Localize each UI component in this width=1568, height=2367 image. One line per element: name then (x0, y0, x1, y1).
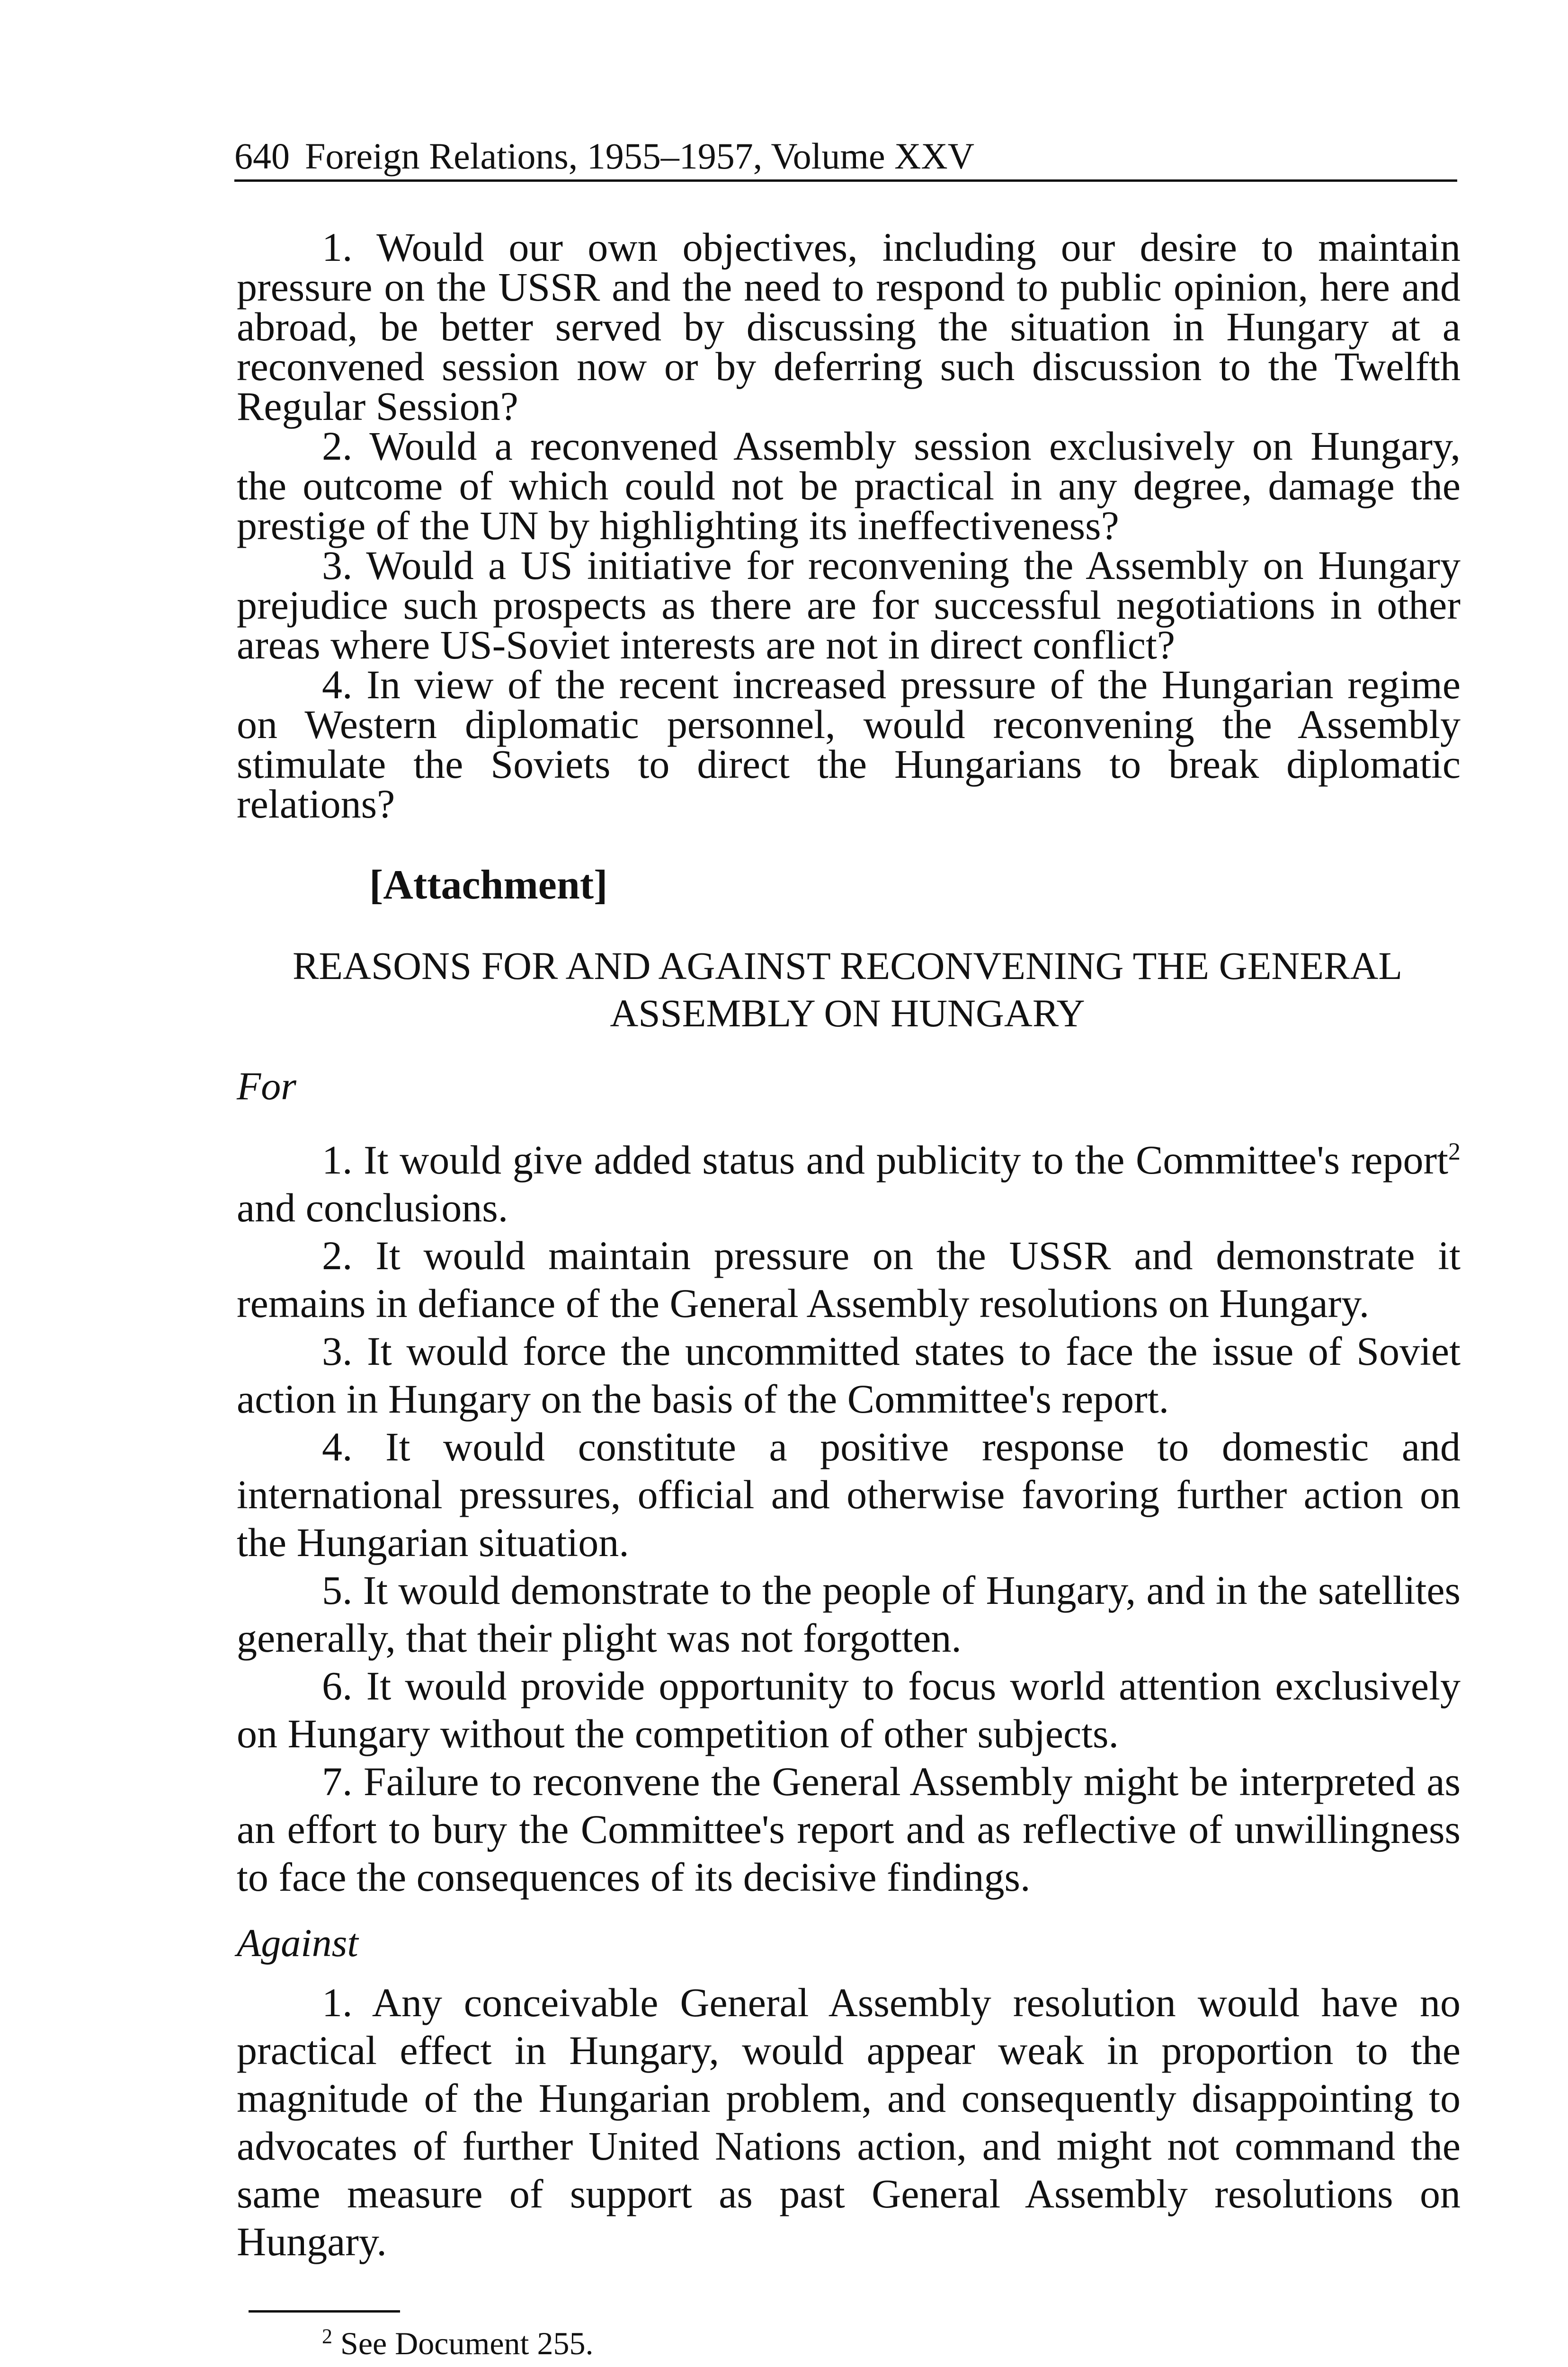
footnote-marker: 2 (322, 2324, 332, 2348)
footnote-text: See Document 255. (332, 2325, 594, 2361)
footnote (322, 2324, 593, 2362)
for-reason-paragraph: 3. It would force the uncommitted states to face the issue of Soviet action in Hungary on the basis of the Committee's report. (237, 1328, 1461, 1422)
for-reason-paragraph: 7. Failure to reconvene the General Assembly might be interpreted as an effort to bury the Committee's report and as reflective of unwillingness to face the consequences of its decisive findings. (237, 1759, 1461, 1900)
for-reason-text: and conclusions. (237, 1185, 508, 1230)
question-paragraph: 3. Would a US initiative for reconvening the Assembly on Hungary prejudice such prospects as there are for successful negotiations in other areas where US-Soviet interests are not in direct conflict? (237, 543, 1461, 667)
for-section-label: For (237, 1064, 296, 1108)
against-section-label: Against (237, 1921, 358, 1965)
against-reasons-list (237, 1979, 1461, 2266)
for-reasons-list (237, 1136, 1461, 1901)
attachment-title-line-1: REASONS FOR AND AGAINST RECONVENING THE GENERAL (292, 944, 1403, 988)
questions-list (237, 224, 1461, 827)
running-header (234, 135, 1457, 182)
for-reason-paragraph: 6. It would provide opportunity to focus world attention exclusively on Hungary without the competition of other subjects. (237, 1663, 1461, 1756)
running-title: Foreign Relations, 1955–1957, Volume XXV (305, 135, 975, 177)
for-reason-paragraph: 4. It would constitute a positive response to domestic and international pressures, official and otherwise favoring further action on the Hungarian situation. (237, 1424, 1461, 1565)
page-number: 640 (234, 135, 290, 177)
footnote-divider (249, 2310, 400, 2313)
question-paragraph: 2. Would a reconvened Assembly session exclusively on Hungary, the outcome of which could not be practical in any degree, damage the prestige of the UN by highlighting its ineffectiveness? (237, 423, 1461, 548)
against-reason-paragraph: 1. Any conceivable General Assembly resolution would have no practical effect in Hungary, would appear weak in proportion to the magnitude of the Hungarian problem, and consequently disappointing to advocates of further United Nations action, and might not command the same measure of support as past General Assembly resolutions on Hungary. (237, 1980, 1461, 2264)
for-reason-text: 1. It would give added status and publicity to the Committee's report (322, 1137, 1448, 1183)
question-paragraph: 1. Would our own objectives, including our desire to maintain pressure on the USSR and the need to respond to public opinion, here and abroad, be better served by discussing the situation in Hungary at a reconvened session now or by deferring such discussion to the Twelfth Regular Session? (237, 224, 1461, 429)
for-reason-paragraph: 2. It would maintain pressure on the USSR and demonstrate it remains in defiance of the General Assembly resolutions on Hungary. (237, 1233, 1461, 1326)
question-paragraph: 4. In view of the recent increased pressure of the Hungarian regime on Western diplomatic personnel, would reconvening the Assembly stimulate the Soviets to direct the Hungarians to break diplomatic relations? (237, 662, 1461, 827)
for-reason-paragraph (237, 1136, 1461, 1232)
attachment-title-line-2: ASSEMBLY ON HUNGARY (610, 991, 1085, 1035)
attachment-heading: [Attachment] (369, 862, 608, 908)
footnote-reference: 2 (1448, 1138, 1461, 1166)
attachment-title (234, 942, 1461, 1037)
for-reason-paragraph: 5. It would demonstrate to the people of Hungary, and in the satellites generally, that their plight was not forgotten. (237, 1567, 1461, 1661)
